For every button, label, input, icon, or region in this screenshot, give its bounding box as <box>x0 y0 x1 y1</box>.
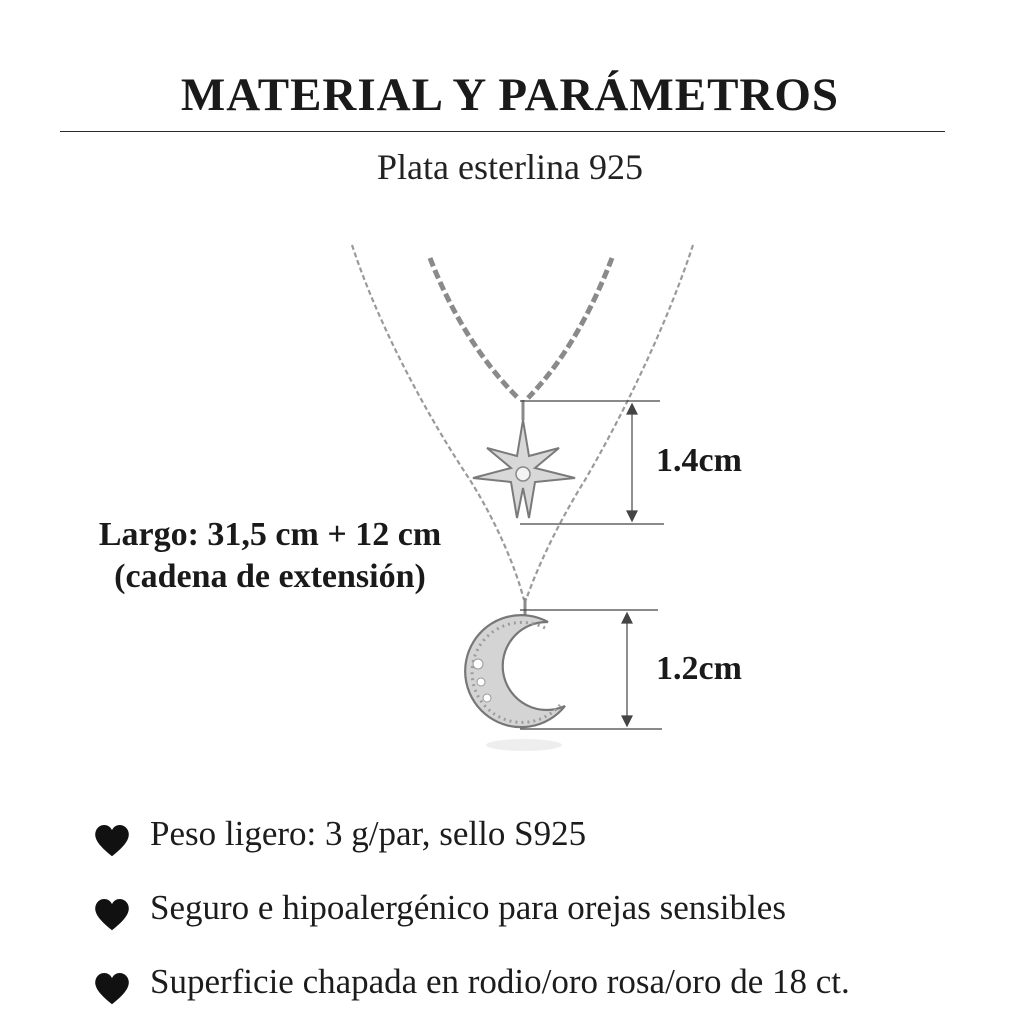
star-pendant-icon <box>473 400 575 518</box>
feature-text: Superficie chapada en rodio/oro rosa/oro de 18 ct. <box>150 962 850 1001</box>
feature-item <box>92 960 992 1034</box>
feature-item <box>92 812 992 886</box>
feature-text: Seguro e hipoalergénico para orejas sensibles <box>150 888 786 927</box>
star-size-label: 1.4cm <box>656 442 742 479</box>
heart-icon <box>92 820 132 860</box>
heart-icon <box>92 968 132 1008</box>
extension-note: (cadena de extensión) <box>114 558 426 595</box>
length-label <box>55 514 485 598</box>
material-subtitle: Plata esterlina 925 <box>377 147 643 187</box>
inner-chain <box>430 258 612 398</box>
heart-icon <box>92 894 132 934</box>
feature-item <box>92 886 992 960</box>
moon-size-label: 1.2cm <box>656 650 742 687</box>
feature-list <box>92 812 992 1034</box>
moon-pendant-icon <box>465 598 565 751</box>
page-title: MATERIAL Y PARÁMETROS <box>180 69 840 121</box>
feature-text: Peso ligero: 3 g/par, sello S925 <box>150 814 587 853</box>
length-value: Largo: 31,5 cm + 12 cm <box>98 516 442 553</box>
